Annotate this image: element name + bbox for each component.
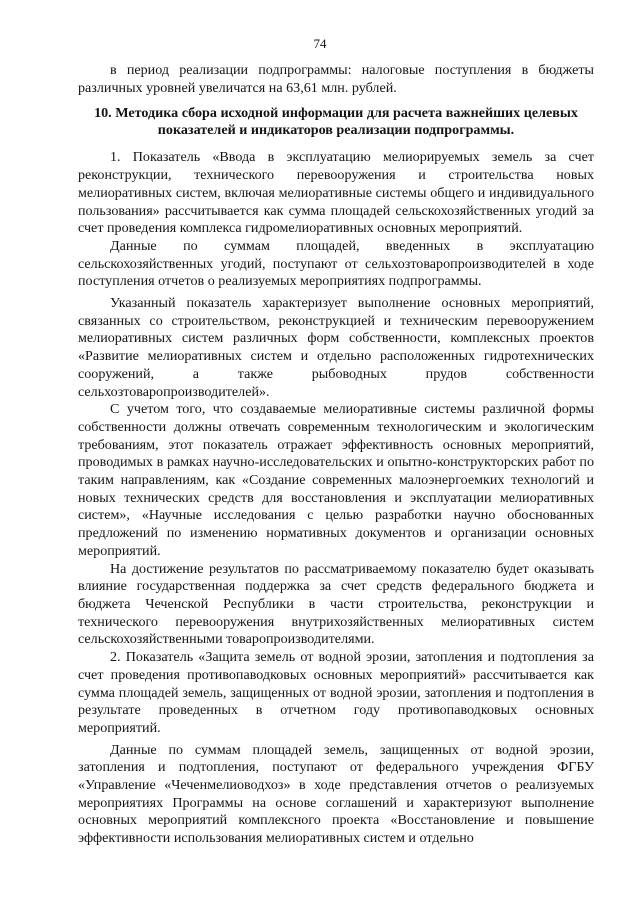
document-body (78, 62, 594, 848)
paragraph-5: На достижение результатов по рассматриваемому показателю будет оказывать влияние государственная поддержка за счет средств федерального бюджета и бюджета Чеченской Республики в части строительства, реконструкции и технического перевооружения внутрихозяйственных мелиоративных систем сельскохозяйственными товаропроизводителями. (78, 560, 594, 648)
paragraph-2: Данные по суммам площадей, введенных в эксплуатацию сельскохозяйственных угодий, поступают от сельхозтоваропроизводителей в ходе поступления отчетов о реализуемых мероприятиях подпрограммы. (78, 237, 594, 290)
intro-paragraph: в период реализации подпрограммы: налоговые поступления в бюджеты различных уровней увеличатся на 63,61 млн. рублей. (78, 62, 594, 96)
paragraph-6: 2. Показатель «Защита земель от водной эрозии, затопления и подтопления за счет проведения противопаводковых основных мероприятий» рассчитывается как сумма площадей земель, защищенных от водной эрозии, затопления и подтопления в результате проведенных в отчетном году противопаводковых основных мероприятий. (78, 649, 594, 736)
page-number: 74 (313, 36, 327, 51)
paragraph-7: Данные по суммам площадей земель, защищенных от водной эрозии, затопления и подтопления, поступают от федерального учреждения ФГБУ «Управление «Чеченмелиоводхоз» в ходе представления отчетов о реализуемых мероприятиях Программы на основе соглашений и характеризуют выполнение основных мероприятий комплексного проекта «Восстановление и повышение эффективности использования мелиоративных систем и отдельно (78, 741, 594, 847)
paragraph-3: Указанный показатель характеризует выполнение основных мероприятий, связанных со строительством, реконструкцией и техническим перевооружением мелиоративных систем различных форм собственности, комплексных проектов «Развитие мелиоративных систем и отдельно расположенных гидротехнических сооружений, а также рыбоводных прудов собственности сельхозтоваропроизводителей». (78, 295, 594, 400)
paragraph-4: С учетом того, что создаваемые мелиоративные системы различной формы собственности должны отвечать современным технологическим и экологическим требованиям, этот показатель отражает эффективность основных мероприятий, проводимых в рамках научно-исследовательских и опытно-конструкторских работ по таким направлениям, как «Создание современных малоэнергоемких технологий и новых технических средств для восстановления и эксплуатации мелиоративных систем», «Научные исследования с целью разработки научно обоснованных предложений по изменению нормативных документов и организации основных мероприятий. (78, 401, 594, 559)
section-heading: 10. Методика сбора исходной информации для расчета важнейших целевых показателей и индикаторов реализации подпрограммы. (94, 105, 578, 139)
paragraph-1: 1. Показатель «Ввода в эксплуатацию мелиорируемых земель за счет реконструкции, технического перевооружения и строительства новых мелиоративных систем, включая мелиоративные системы общего и индивидуального пользования» рассчитывается как сумма площадей сельскохозяйственных угодий за счет проведения комплекса гидромелиоративных основных мероприятий. (78, 149, 594, 237)
